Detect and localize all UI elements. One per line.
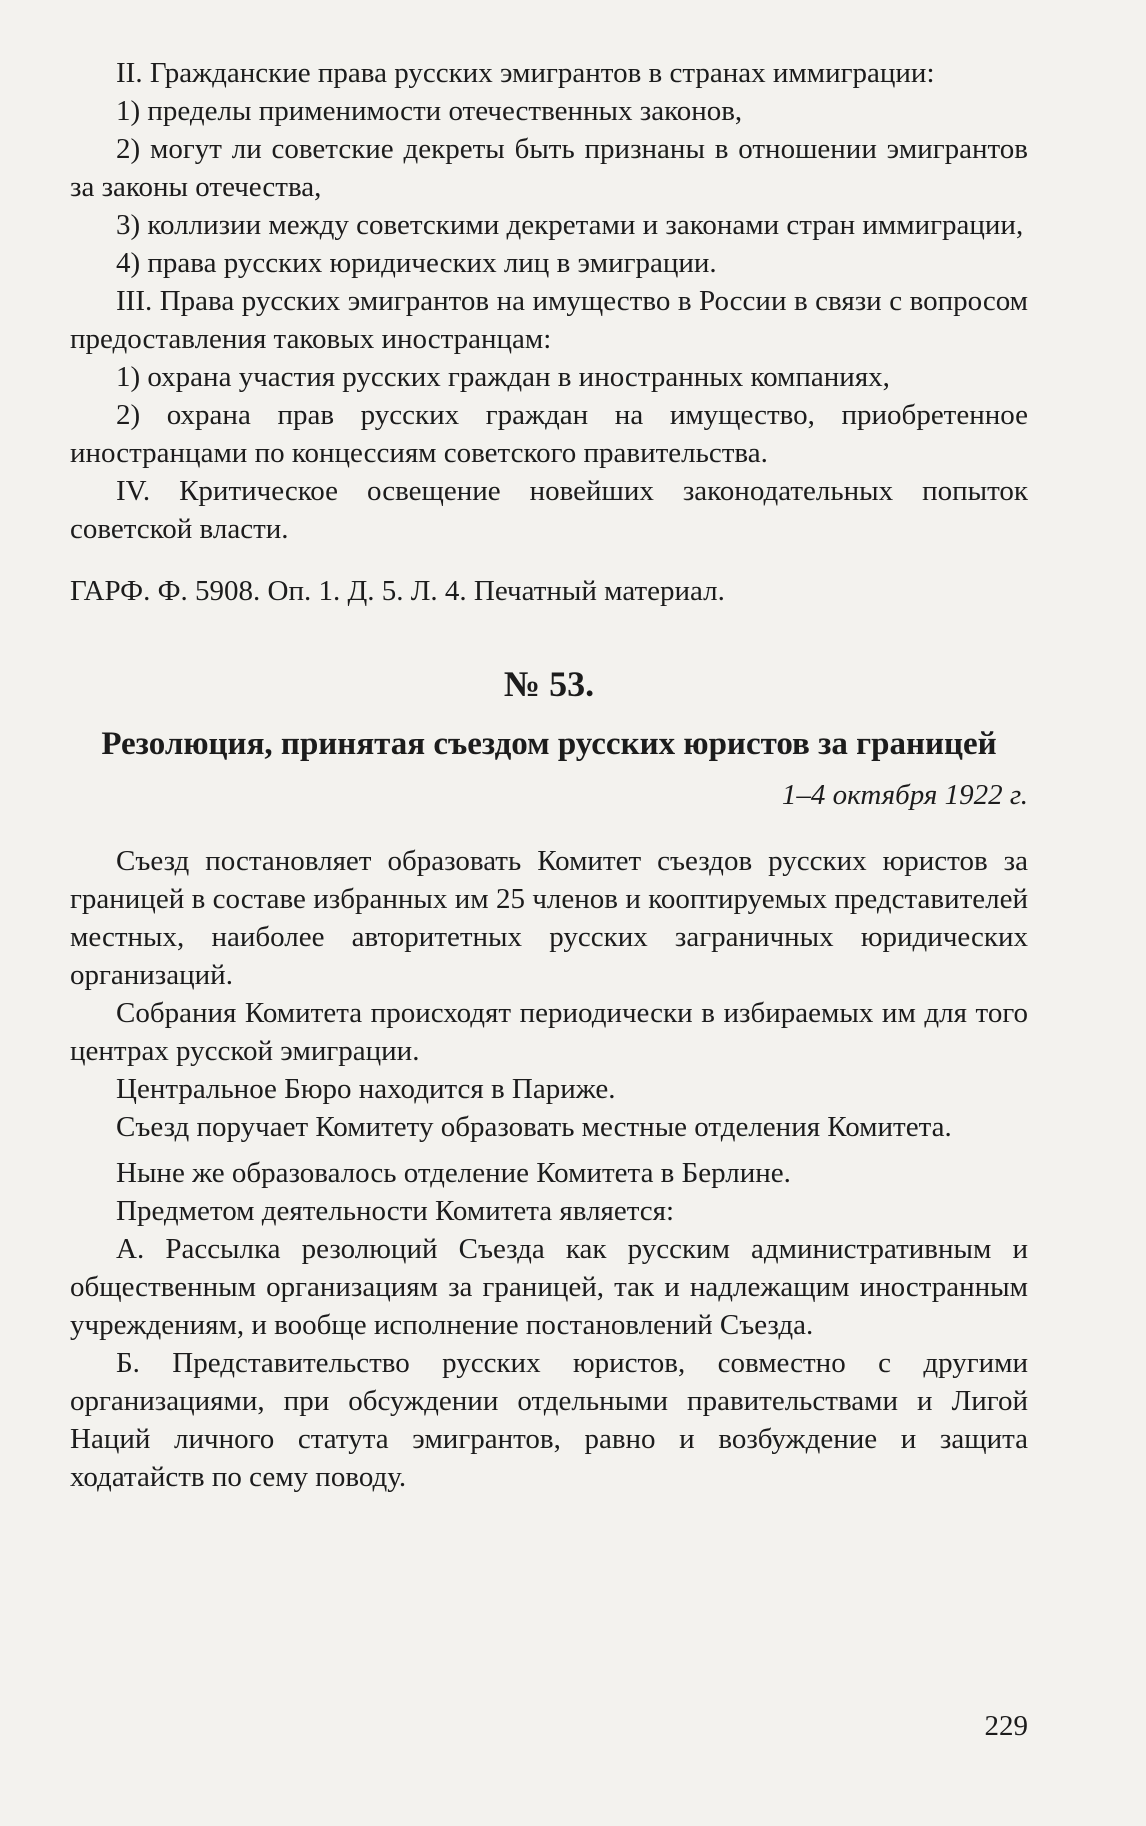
resolution-paragraph-7: А. Рассылка резолюций Съезда как русским административным и общественным организациям за границей, так и надлежащим иностранным учреждениям, и вообще исполнение постановлений Съезда.	[70, 1233, 1028, 1341]
section-two-item-1: 1) пределы применимости отечественных законов,	[116, 95, 743, 127]
resolution-paragraph-6: Предметом деятельности Комитета является:	[116, 1195, 675, 1227]
archive-source-note: ГАРФ. Ф. 5908. Оп. 1. Д. 5. Л. 4. Печатный материал.	[70, 575, 725, 607]
section-two-item-3: 3) коллизии между советскими декретами и законами стран иммиграции,	[116, 209, 1024, 241]
resolution-paragraph-2: Собрания Комитета происходят периодически в избираемых им для того центрах русской эмиграции.	[70, 997, 1028, 1067]
resolution-paragraph-4: Съезд поручает Комитету образовать местные отделения Комитета.	[116, 1111, 952, 1143]
section-two-item-4: 4) права русских юридических лиц в эмиграции.	[116, 247, 717, 279]
page-number: 229	[984, 1710, 1028, 1742]
resolution-paragraph-1: Съезд постановляет образовать Комитет съездов русских юристов за границей в составе избранных им 25 членов и кооптируемых представителей местных, наиболее авторитетных русских заграничных юридических организаций.	[70, 845, 1028, 991]
section-four-heading: IV. Критическое освещение новейших законодательных попыток советской власти.	[70, 475, 1028, 545]
section-three-heading: III. Права русских эмигрантов на имущество в России в связи с вопросом предоставления таковых иностранцам:	[70, 285, 1028, 355]
document-date: 1–4 октября 1922 г.	[781, 779, 1028, 811]
document-number: № 53.	[503, 664, 595, 704]
document-title: Резолюция, принятая съездом русских юристов за границей	[101, 726, 997, 762]
resolution-paragraph-5: Ныне же образовалось отделение Комитета в Берлине.	[116, 1157, 791, 1189]
resolution-paragraph-3: Центральное Бюро находится в Париже.	[116, 1073, 616, 1105]
section-two-heading: II. Гражданские права русских эмигрантов в странах иммиграции:	[116, 57, 935, 89]
page-content	[70, 54, 1028, 1496]
resolution-paragraph-8: Б. Представительство русских юристов, совместно с другими организациями, при обсуждении отдельными правительствами и Лигой Наций личного статута эмигрантов, равно и возбуждение и защита ходатайств по сему поводу.	[70, 1347, 1028, 1493]
section-three-item-2: 2) охрана прав русских граждан на имущество, приобретенное иностранцами по концессиям советского правительства.	[70, 399, 1028, 469]
section-two-item-2: 2) могут ли советские декреты быть признаны в отношении эмигрантов за законы отечества,	[70, 133, 1028, 203]
section-three-item-1: 1) охрана участия русских граждан в иностранных компаниях,	[116, 361, 890, 393]
